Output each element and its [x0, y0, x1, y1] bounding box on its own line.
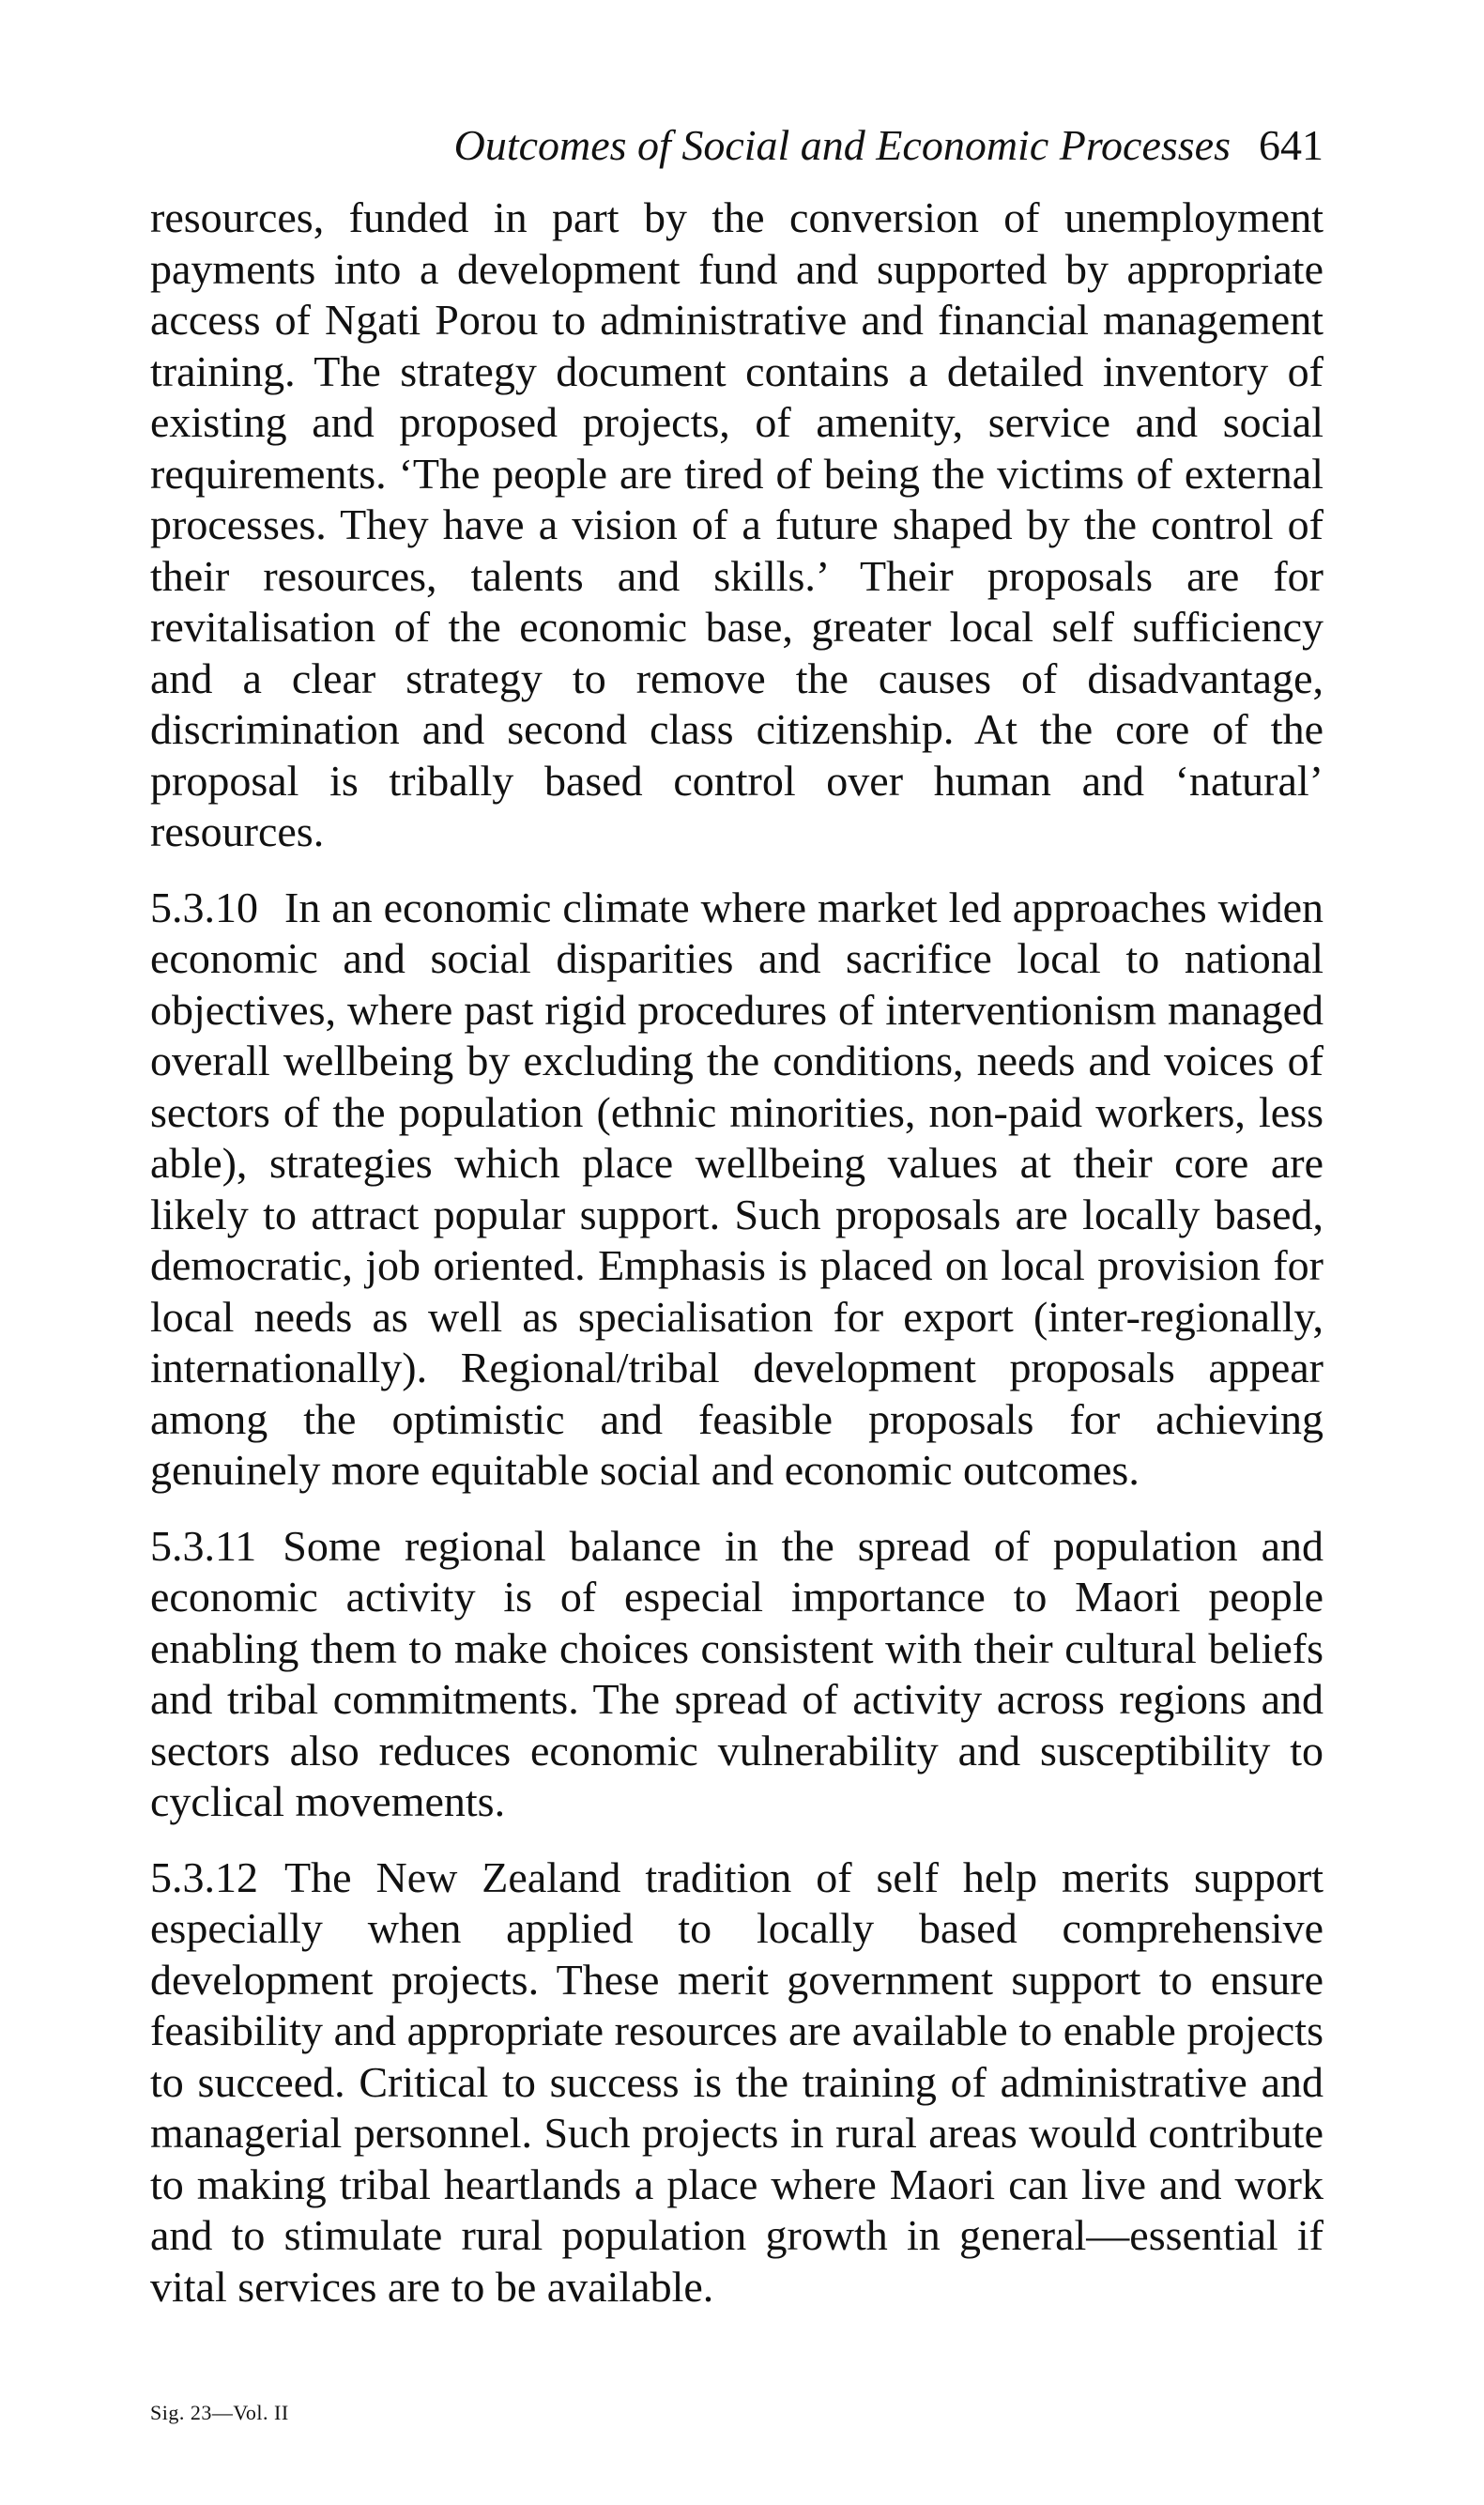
paragraph-text: The New Zealand tradition of self help merits support especially when applied to locally based comprehensive development projects. These merit government support to ensure feasibility and appropriate resources are available to enable projects to succeed. Critical to success is the training of administrative and managerial personnel. Such projects in rural areas would contribute to making tribal heartlands a place where Maori can live and work and to stimulate rural population growth in general—essential if vital services are to be available.: [150, 1852, 1323, 2311]
paragraph-continuation: [150, 192, 1323, 858]
running-head: [150, 113, 1323, 178]
running-title: Outcomes of Social and Economic Processes: [453, 121, 1231, 169]
paragraph-number: 5.3.10: [150, 883, 258, 931]
paragraph-5-3-12: [150, 1852, 1323, 2313]
paragraph-text: resources, funded in part by the conversion of unemployment payments into a development fund and supported by appropriate access of Ngati Porou to administrative and financial management training. The strategy document contains a detailed inventory of existing and proposed projects, of amenity, service and social requirements. ‘The people are tired of being the victims of external processes. They have a vision of a future shaped by the control of their resources, talents and skills.’ Their proposals are for revitalisation of the economic base, greater local self sufficiency and a clear strategy to remove the causes of disadvantage, discrimination and second class citizenship. At the core of the proposal is tribally based control over human and ‘natural’ resources.: [150, 193, 1323, 855]
page-number: 641: [1259, 121, 1323, 169]
body-text: [150, 192, 1323, 2337]
signature-mark: Sig. 23—Vol. II: [150, 2401, 289, 2424]
paragraph-number: 5.3.11: [150, 1521, 257, 1570]
paragraph-5-3-10: [150, 883, 1323, 1497]
paragraph-text: Some regional balance in the spread of population and economic activity is of especial importance to Maori people enabling them to make choices consistent with their cultural beliefs and tribal commitments. The spread of activity across regions and sectors also reduces economic vulnerability and susceptibility to cyclical movements.: [150, 1521, 1323, 1825]
paragraph-text: In an economic climate where market led approaches widen economic and social disparities and sacrifice local to national objectives, where past rigid procedures of interventionism managed overall wellbeing by excluding the conditions, needs and voices of sectors of the population (ethnic minorities, non-paid workers, less able), strategies which place wellbeing values at their core are likely to attract popular support. Such proposals are locally based, democratic, job oriented. Emphasis is placed on local provision for local needs as well as specialisation for export (inter-regionally, internationally). Regional/tribal development proposals appear among the optimistic and feasible proposals for achieving genuinely more equitable social and economic outcomes.: [150, 883, 1323, 1494]
paragraph-number: 5.3.12: [150, 1852, 258, 1901]
paragraph-5-3-11: [150, 1521, 1323, 1828]
